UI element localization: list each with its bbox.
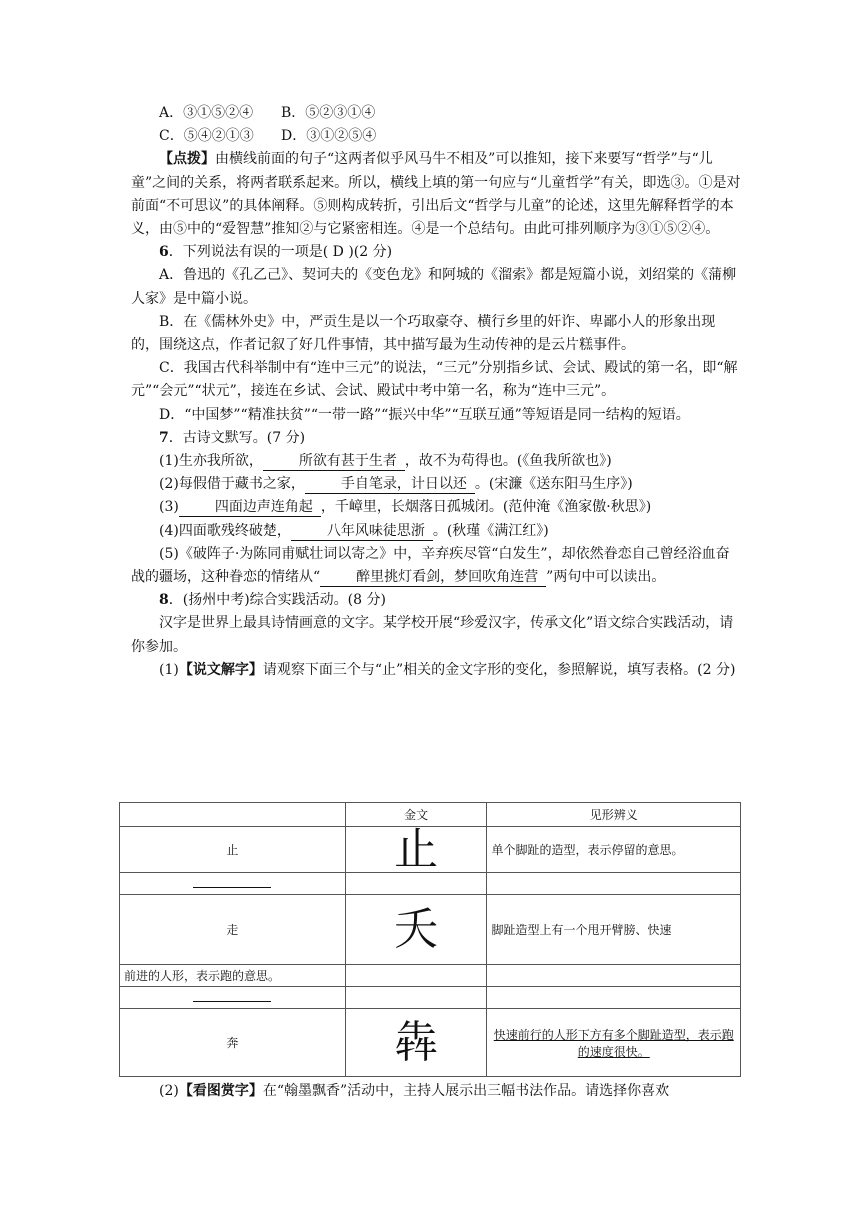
- q5-options-row1: [131, 102, 741, 125]
- q7-l3-post: ，千嶂里，长烟落日孤城闭。(范仲淹《渔家傲·秋思》): [320, 499, 652, 516]
- q6-stem-text: ．下列说法有误的一项是( D )(2 分): [168, 244, 393, 261]
- q8-stem-text: ．(扬州中考)综合实践活动。(8 分): [168, 592, 386, 609]
- q8-stem: [131, 589, 741, 612]
- row1-answer-cell: [120, 873, 346, 895]
- table-row: [120, 1009, 741, 1077]
- answer-blank[interactable]: [193, 991, 271, 1002]
- row2-continued: 前进的人形，表示跑的意思。: [120, 965, 346, 987]
- answer-blank[interactable]: [193, 877, 271, 888]
- table-row: [120, 873, 741, 895]
- q7-l3-pre: (3): [159, 499, 179, 516]
- q7-l5-pre: (5)《破阵子·为陈同甫赋壮词以寄之》中，辛弃疾尽管“白发生”，却依然眷恋自己曾经浴血奋战的疆场，这种眷恋的情绪从“: [131, 545, 730, 586]
- q8-p1-tag: 【说文解字】: [178, 661, 263, 678]
- q5-hint: [131, 148, 741, 241]
- q6-option-b: B．在《儒林外史》中，严贡生是以一个巧取豪夺、横行乡里的奸诈、卑鄙小人的形象出现的，围绕这点，作者记叙了好几件事情，其中描写最为生动传神的是云片糕事件。: [131, 313, 716, 354]
- q8-intro: 汉字是世界上最具诗情画意的文字。某学校开展“珍爱汉字，传承文化”语文综合实践活动，请你参加。: [131, 615, 734, 655]
- table-row: [120, 987, 741, 1009]
- q7-number: 7: [159, 429, 169, 446]
- q7-line-5: [131, 543, 741, 589]
- q7-line-1: [131, 450, 741, 473]
- row3-meaning: [487, 1009, 741, 1077]
- row2-spacer: [345, 965, 487, 987]
- q7-line-4: [131, 520, 741, 543]
- row3-char: 奔: [120, 1009, 346, 1077]
- q8-number: 8: [159, 592, 169, 609]
- q7-l4-post: 。(秋瑾《满江红》): [432, 522, 549, 539]
- table-row: [120, 895, 741, 965]
- row2-meaning: 脚趾造型上有一个甩开臂膀、快速: [487, 895, 741, 965]
- q5-options-row2: [131, 125, 741, 148]
- q6-stem: [131, 241, 741, 264]
- q7-l1-pre: (1)生亦我所欲，: [159, 453, 263, 470]
- q7-line-2: [131, 473, 741, 496]
- glyph-table: [119, 802, 741, 1077]
- q8-p2-text: 在“翰墨飘香”活动中，主持人展示出三幅书法作品。请选择你喜欢: [262, 1083, 670, 1099]
- q7-l5-post: ”两句中可以读出。: [546, 569, 666, 586]
- row2-bronze-glyph: 夭: [345, 895, 487, 965]
- q7-answer-1: 所欲有甚于生者: [263, 452, 405, 471]
- q6-number: 6: [159, 244, 169, 261]
- q7-answer-2: 手自笔录，计日以还: [305, 475, 475, 494]
- row3-spacer: [345, 987, 487, 1009]
- header-empty: [120, 803, 346, 827]
- q7-l1-post: ，故不为苟得也。(《鱼我所欲也》): [404, 453, 612, 470]
- q5-option-c: C．⑤④②①③: [159, 128, 254, 145]
- row3-spacer-2: [487, 987, 741, 1009]
- row1-meaning: 单个脚趾的造型，表示停留的意思。: [487, 827, 741, 873]
- q8-part-1: [131, 659, 741, 682]
- q6-option-a: A．鲁迅的《孔乙己》、契诃夫的《变色龙》和阿城的《溜索》都是短篇小说，刘绍棠的《蒲柳人家》是中篇小说。: [131, 267, 737, 307]
- q7-answer-3: 四面边声连角起: [179, 498, 321, 517]
- row3-answer-cell: [120, 987, 346, 1009]
- q7-l2-pre: (2)每假借于藏书之家，: [159, 476, 305, 493]
- row2-char: 走: [120, 895, 346, 965]
- row2-spacer-2: [487, 965, 741, 987]
- q8-part-2: [131, 1080, 741, 1103]
- table-row: [120, 965, 741, 987]
- q5-option-b: B．⑤②③①④: [281, 105, 376, 121]
- q7-l4-pre: (4)四面歌残终破楚，: [159, 522, 291, 539]
- header-meaning: 见形辨义: [487, 803, 741, 827]
- q5-option-d: D．③①②⑤④: [281, 128, 377, 145]
- q5-option-a: A．③①⑤②④: [159, 105, 254, 121]
- row1-spacer-2: [487, 873, 741, 895]
- row1-char: 止: [120, 827, 346, 873]
- q8-p1-text: 请观察下面三个与“止”相关的金文字形的变化，参照解说，填写表格。(2 分): [262, 661, 736, 678]
- hint-text: 由横线前面的句子“这两者似乎风马牛不相及”可以推知，接下来要写“哲学”与“儿童”之间的关系，将两者联系起来。所以，横线上填的第一句应与“儿童哲学”有关，即选③。①是对前面“不可思议”的具体阐释。⑤则构成转折，引出后文“哲学与儿童”的论述，这里先解释哲学的本义，由⑤中的“爱智慧”推知②与它紧密相连。④是一个总结句。由此可排列顺序为③①⑤②④。: [131, 151, 741, 238]
- row1-bronze-glyph: 止: [345, 827, 487, 873]
- q8-p1-pre: (1): [159, 661, 179, 678]
- q7-line-3: [131, 496, 741, 519]
- q6-option-c: C．我国古代科举制中有“连中三元”的说法，“三元”分别指乡试、会试、殿试的第一名，即“解元”“会元”“状元”，接连在乡试、会试、殿试中考中第一名，称为“连中三元”。: [131, 360, 738, 400]
- row3-answer: 快速前行的人形下方有多个脚趾造型，表示跑的速度很快。: [493, 1027, 734, 1059]
- row3-bronze-glyph: 犇: [345, 1009, 487, 1077]
- q6-option-d: D．“中国梦”“精准扶贫”“一带一路”“振兴中华”“互联互通”等短语是同一结构的短语。: [159, 406, 690, 423]
- row1-spacer: [345, 873, 487, 895]
- table-row: [120, 827, 741, 873]
- question-page: [131, 102, 741, 682]
- q7-stem: [131, 427, 741, 450]
- q8-p2-pre: (2): [159, 1083, 179, 1099]
- header-jinwen: 金文: [345, 803, 487, 827]
- q7-l2-post: 。(宋濂《送东阳马生序》): [474, 476, 633, 493]
- q7-stem-text: ．古诗文默写。(7 分): [168, 429, 306, 446]
- q7-answer-5: 醉里挑灯看剑，梦回吹角连营: [320, 568, 546, 587]
- q7-answer-4: 八年风味徒思浙: [291, 522, 433, 541]
- hint-tag: 【点拨】: [159, 151, 215, 168]
- table-header-row: [120, 803, 741, 827]
- q8-p2-tag: 【看图赏字】: [178, 1083, 263, 1099]
